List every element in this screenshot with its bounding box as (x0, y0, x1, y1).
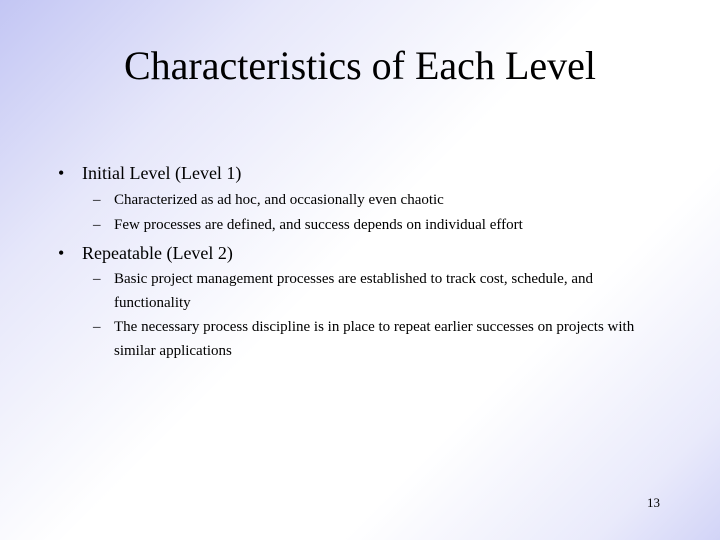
sub-bullet-item (93, 213, 633, 237)
sub-bullet-text: Few processes are defined, and success depends on individual effort (114, 217, 523, 233)
dash-marker: – (93, 319, 101, 335)
sub-bullet-text: Basic project management processes are established to track cost, schedule, and functionality (114, 271, 593, 311)
sub-bullet-text: Characterized as ad hoc, and occasionally even chaotic (114, 192, 444, 208)
sub-bullet-item (93, 315, 663, 363)
bullet-text: Initial Level (Level 1) (82, 163, 242, 183)
page-number: 13 (647, 495, 660, 510)
bullet-marker: • (58, 243, 65, 263)
bullet-text: Repeatable (Level 2) (82, 243, 233, 263)
dash-marker: – (93, 217, 101, 233)
dash-marker: – (93, 192, 101, 208)
dash-marker: – (93, 271, 101, 287)
bullet-marker: • (58, 163, 65, 183)
sub-bullet-item (93, 267, 598, 315)
sub-bullet-item (93, 188, 633, 212)
slide-title: Characteristics of Each Level (124, 43, 596, 88)
sub-bullet-text: The necessary process discipline is in place to repeat earlier successes on projects with similar applications (114, 319, 635, 359)
